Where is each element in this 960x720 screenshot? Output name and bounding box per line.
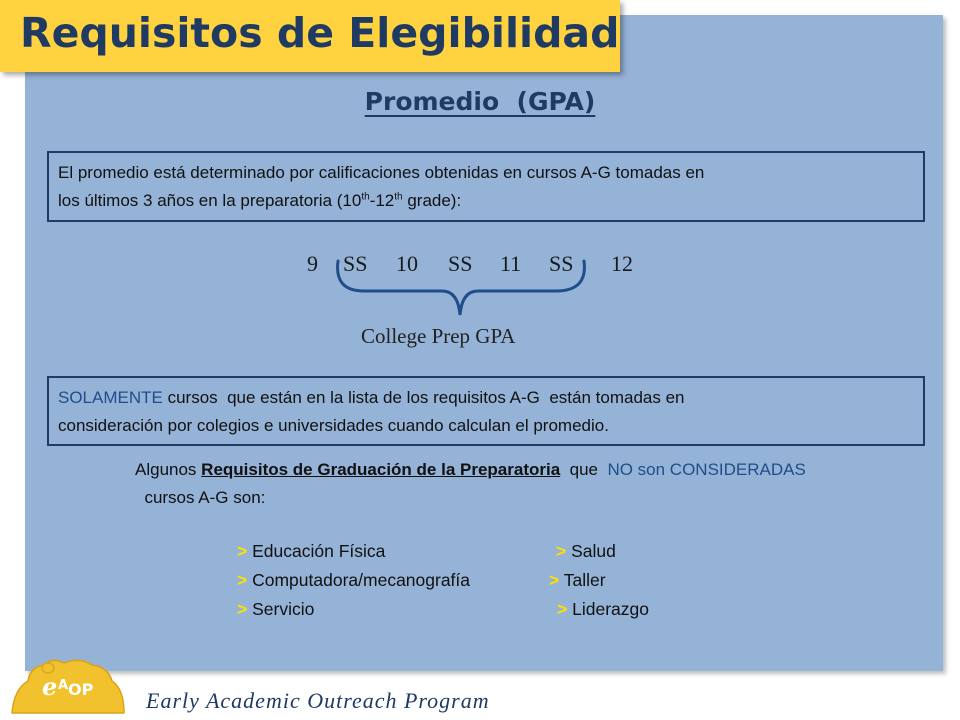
list-item-right-1 (556, 541, 616, 562)
scale-grade-10: 10 (396, 251, 418, 276)
scale-summer-3: SS (549, 251, 574, 276)
bullet-marker-icon: > (237, 570, 248, 590)
bullet-marker-icon: > (557, 599, 568, 619)
gpa-definition-line1: El promedio está determinado por calificaciones obtenidas en cursos A-G tomadas en (58, 163, 705, 182)
sup-th-1: th (361, 191, 370, 203)
scale-summer-2: SS (448, 251, 473, 276)
grade-dash: -12 (369, 191, 395, 210)
list-item-left-2 (237, 570, 470, 591)
only-ag-line1 (58, 384, 923, 412)
only-ag-line1-text: cursos que están en la lista de los requisitos A-G están tomadas en (162, 388, 685, 407)
only-ag-box (47, 376, 925, 446)
note-pre: Algunos (135, 460, 202, 479)
note-mid: que (560, 460, 608, 479)
scale-grade-12: 12 (611, 251, 633, 276)
bullet-marker-icon: > (237, 541, 248, 561)
solamente-highlight: SOLAMENTE (58, 388, 163, 407)
section-subtitle (0, 87, 960, 116)
list-item-right-3 (557, 599, 649, 620)
note-post: cursos A-G son: (135, 488, 266, 507)
subtitle-text: Promedio (GPA) (364, 87, 596, 116)
line2-end: grade): (402, 191, 462, 210)
eaop-bear-logo-icon (8, 655, 128, 717)
list-item-left-3 (237, 599, 314, 620)
scale-grade-9: 9 (307, 251, 318, 276)
scale-grade-11: 11 (500, 251, 522, 276)
college-prep-gpa-label: College Prep GPA (361, 324, 516, 348)
page-title: Requisitos de Elegibilidad (20, 9, 620, 57)
list-item-label: Taller (563, 570, 606, 590)
svg-text:e: e (42, 672, 58, 701)
list-item-label: Computadora/mecanografía (252, 570, 471, 590)
list-item-left-1 (237, 541, 385, 562)
list-item-label: Salud (571, 541, 616, 561)
scale-summer-1: SS (343, 251, 368, 276)
bullet-marker-icon: > (556, 541, 567, 561)
sup-th-2: th (394, 191, 403, 203)
list-item-label: Liderazgo (572, 599, 649, 619)
svg-text:OP: OP (68, 680, 94, 699)
line2-start: los últimos 3 años en la preparatoria (10 (58, 191, 362, 210)
curly-brace-icon (330, 255, 600, 325)
only-ag-line2: consideración por colegios e universidades cuando calculan el promedio. (58, 416, 609, 435)
list-item-right-2 (549, 570, 606, 591)
list-item-label: Educación Física (252, 541, 386, 561)
title-banner (0, 0, 620, 72)
graduation-requirements-note (135, 456, 835, 512)
gpa-definition-box (47, 151, 925, 222)
svg-text:A: A (58, 678, 69, 693)
program-name-footer: Early Academic Outreach Program (146, 688, 490, 713)
bullet-marker-icon: > (549, 570, 560, 590)
gpa-definition-line2 (58, 187, 923, 215)
list-item-label: Servicio (252, 599, 315, 619)
note-highlight: NO son CONSIDERADAS (607, 460, 806, 479)
note-underlined: Requisitos de Graduación de la Preparatoria (201, 460, 561, 479)
bullet-marker-icon: > (237, 599, 248, 619)
